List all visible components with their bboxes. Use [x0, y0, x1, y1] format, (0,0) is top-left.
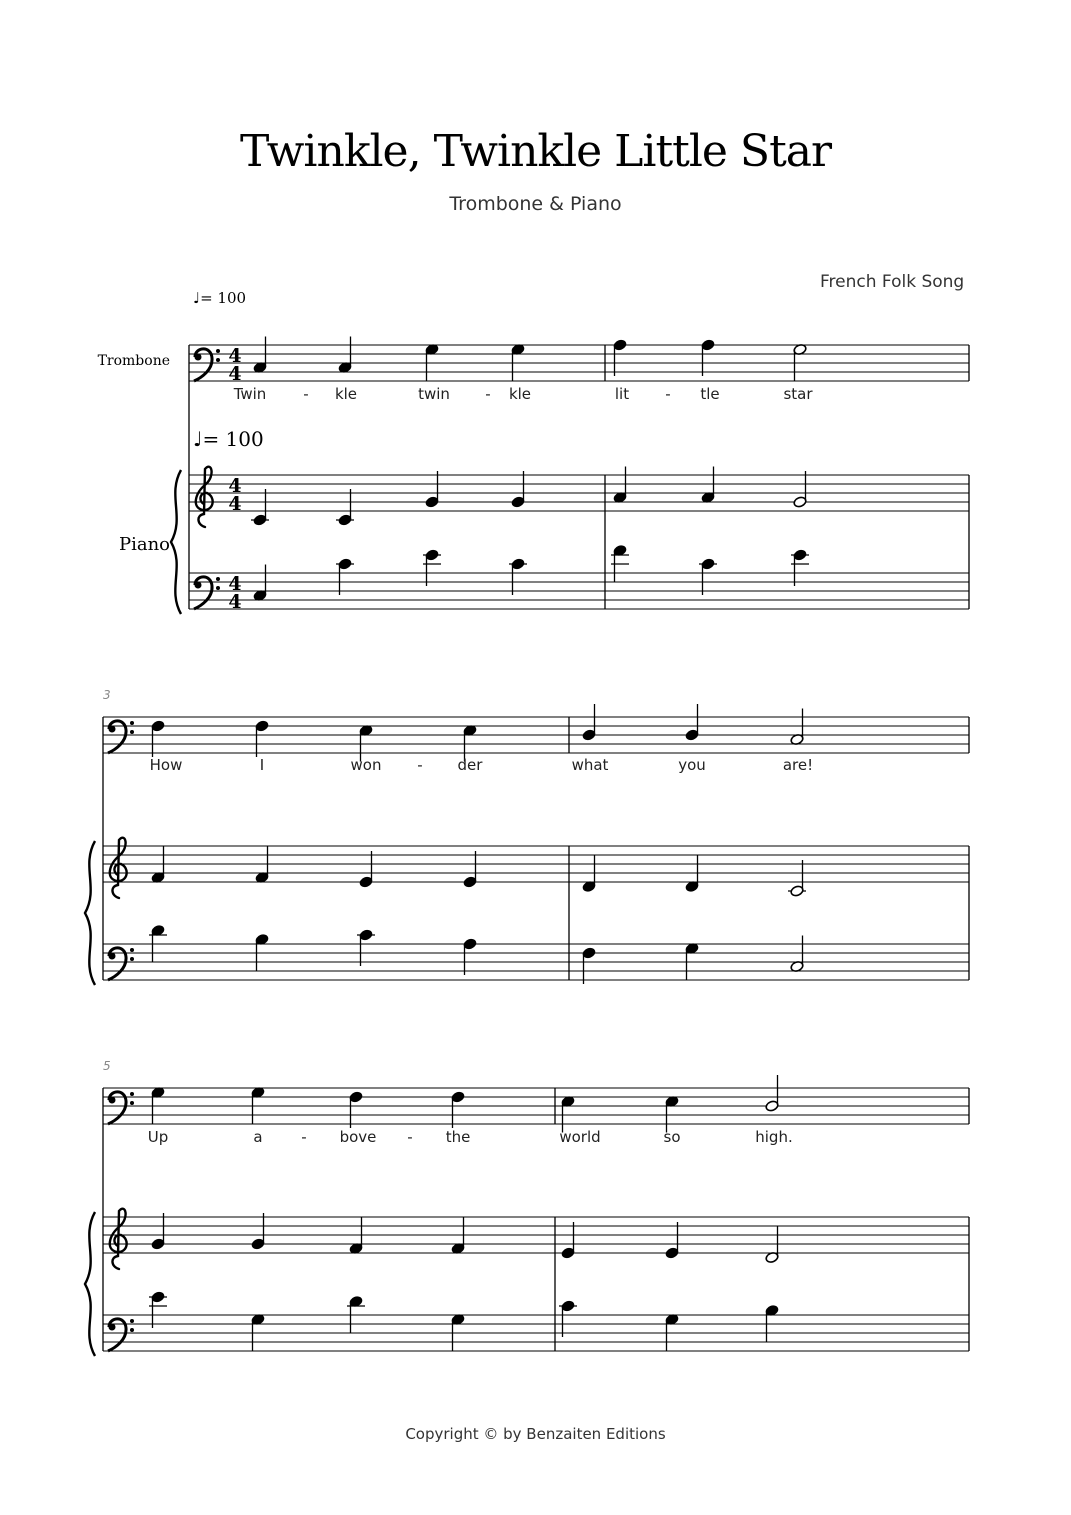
lyric-syllable: are! [782, 756, 814, 774]
time-signature-bottom: 4 [228, 363, 242, 385]
bass-clef-icon [216, 358, 220, 362]
instrument-name-piano: Piano [118, 534, 170, 555]
time-signature-top: 4 [228, 573, 242, 595]
lyric-syllable: what [571, 756, 609, 774]
lyric-syllable: world [559, 1128, 601, 1146]
lyric-syllable: a [253, 1128, 263, 1146]
bass-clef-icon [216, 577, 220, 581]
time-signature-bottom: 4 [228, 591, 242, 613]
lyric-syllable: tle [700, 385, 720, 403]
lyric-syllable: I [259, 756, 265, 774]
bass-clef-icon [109, 953, 116, 960]
score-subtitle: Trombone & Piano [449, 193, 622, 215]
bass-clef-icon [130, 1328, 134, 1332]
piano-brace [85, 841, 95, 985]
lyric-syllable: - [303, 385, 309, 403]
lyric-syllable: How [149, 756, 183, 774]
piano-brace [85, 1212, 95, 1356]
piano-brace [171, 470, 181, 614]
bass-clef-icon [216, 349, 220, 353]
lyric-syllable: star [783, 385, 813, 403]
time-signature-top: 4 [228, 345, 242, 367]
bass-clef-icon [130, 1319, 134, 1323]
lyric-syllable: - [301, 1128, 307, 1146]
time-signature-top: 4 [228, 475, 242, 497]
lyric-syllable: so [663, 1128, 681, 1146]
bass-clef-icon [130, 1101, 134, 1105]
instrument-name-trombone: Trombone [97, 353, 170, 369]
measure-number: 3 [103, 688, 111, 702]
bass-clef-icon [109, 1324, 116, 1331]
quarter-note-icon: ♩ [193, 427, 203, 451]
score-title: Twinkle, Twinkle Little Star [239, 126, 832, 177]
lyric-syllable: kle [334, 385, 358, 403]
lyric-syllable: high. [755, 1128, 793, 1146]
lyric-syllable: kle [508, 385, 532, 403]
quarter-note-icon: ♩ [193, 289, 201, 307]
treble-clef-icon [196, 467, 213, 527]
lyric-syllable: - [417, 756, 423, 774]
lyric-syllable: twin [418, 385, 450, 403]
lyric-syllable: you [678, 756, 706, 774]
lyric-syllable: lit [614, 385, 630, 403]
bass-clef-icon [130, 948, 134, 952]
lyric-syllable: der [457, 756, 483, 774]
copyright-notice: Copyright © by Benzaiten Editions [405, 1425, 666, 1443]
lyric-syllable: Up [147, 1128, 169, 1146]
measure-number: 5 [103, 1059, 111, 1073]
lyric-syllable: bove [339, 1128, 377, 1146]
bass-clef-icon [109, 1097, 116, 1104]
bass-clef-icon [130, 721, 134, 725]
treble-clef-icon [110, 1209, 127, 1269]
composer-credit: French Folk Song [820, 272, 965, 292]
bass-clef-icon [130, 730, 134, 734]
lyric-syllable: - [407, 1128, 413, 1146]
tempo-value: = 100 [202, 427, 264, 451]
bass-clef-icon [195, 354, 202, 361]
bass-clef-icon [195, 582, 202, 589]
bass-clef-icon [130, 1092, 134, 1096]
bass-clef-icon [216, 586, 220, 590]
bass-clef-icon [109, 726, 116, 733]
lyric-syllable: - [485, 385, 491, 403]
lyric-syllable: won [350, 756, 382, 774]
treble-clef-icon [110, 838, 127, 898]
tempo-value: = 100 [200, 289, 247, 307]
lyric-syllable: Twin [233, 385, 267, 403]
time-signature-bottom: 4 [228, 493, 242, 515]
lyric-syllable: the [445, 1128, 471, 1146]
lyric-syllable: - [665, 385, 671, 403]
bass-clef-icon [130, 957, 134, 961]
